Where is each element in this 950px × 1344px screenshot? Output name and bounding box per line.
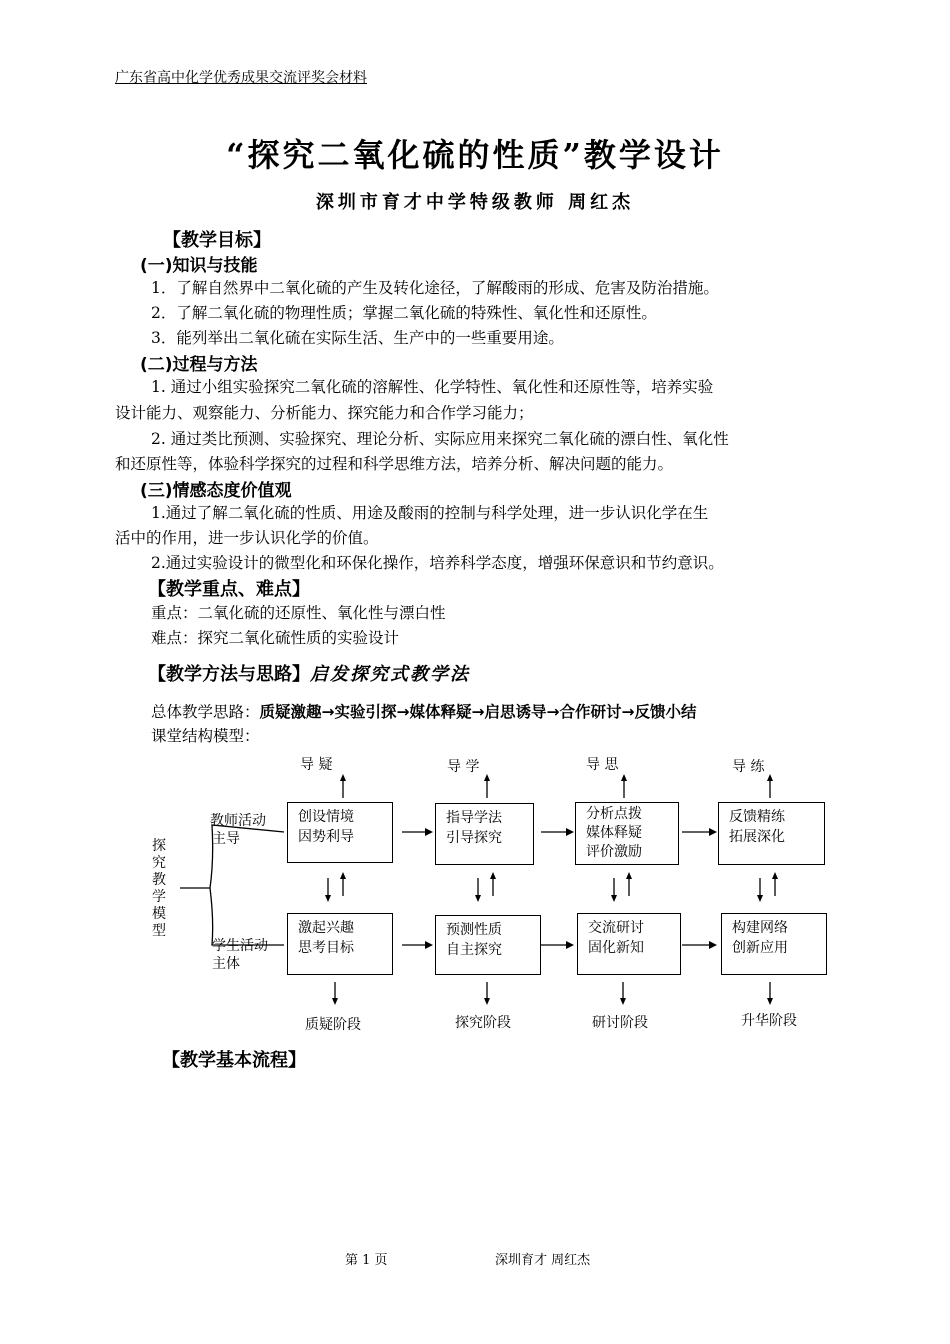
footer-page-number: 第 1 页 <box>345 1253 388 1268</box>
process-method-heading: (二)过程与方法 <box>140 355 258 375</box>
teacher-box-4 <box>718 802 825 865</box>
process-item-2-line1: 2. 通过类比预测、实验探究、理论分析、实际应用来探究二氧化硫的漂白性、氧化性 <box>151 430 729 448</box>
box-line: 媒体释疑 <box>586 825 642 841</box>
box-line: 反馈精练 <box>729 809 785 825</box>
student-subject-label: 主体 <box>212 956 240 972</box>
knowledge-item-1: 1．了解自然界中二氧化硫的产生及转化途径，了解酸雨的形成、危害及防治措施。 <box>151 279 719 297</box>
box-line: 拓展深化 <box>729 829 785 845</box>
box-line: 分析点拨 <box>586 806 642 822</box>
attitude-values-heading: (三)情感态度价值观 <box>140 481 292 501</box>
key-points-heading: 【教学重点、难点】 <box>148 579 310 600</box>
top-label-guide-practice: 导 练 <box>732 759 765 775</box>
model-label: 课堂结构模型： <box>151 727 260 745</box>
student-box-2 <box>435 915 541 975</box>
student-box-3 <box>577 913 681 975</box>
box-line: 思考目标 <box>298 940 354 956</box>
box-line: 因势利导 <box>298 829 354 845</box>
stage-label-question: 质疑阶段 <box>305 1017 361 1033</box>
stage-label-explore: 探究阶段 <box>455 1015 511 1031</box>
box-line: 创新应用 <box>732 940 788 956</box>
objectives-heading: 【教学目标】 <box>163 230 271 251</box>
knowledge-skills-heading: (一)知识与技能 <box>140 256 258 276</box>
top-label-guide-doubt: 导 疑 <box>300 757 333 773</box>
teacher-box-3 <box>575 802 679 865</box>
box-line: 交流研讨 <box>588 920 644 936</box>
box-line: 预测性质 <box>446 922 502 938</box>
attitude-item-1-line1: 1.通过了解二氧化硫的性质、用途及酸雨的控制与科学处理，进一步认识化学在生 <box>151 504 709 522</box>
overall-steps: 质疑激趣→实验引探→媒体释疑→启思诱导→合作研讨→反馈小结 <box>259 703 697 721</box>
process-item-1-line1: 1. 通过小组实验探究二氧化硫的溶解性、化学特性、氧化性和还原性等，培养实验 <box>151 378 714 396</box>
teacher-box-2 <box>435 803 534 865</box>
attitude-item-1-line2: 活中的作用，进一步认识化学的价值。 <box>115 529 379 547</box>
method-name: 启发探究式教学法 <box>310 664 470 685</box>
box-line: 引导探究 <box>446 830 502 846</box>
student-box-1 <box>287 913 393 975</box>
basic-flow-heading: 【教学基本流程】 <box>162 1050 306 1071</box>
top-label-guide-think: 导 思 <box>586 757 619 773</box>
box-line: 指导学法 <box>446 810 502 826</box>
box-line: 构建网络 <box>732 920 788 936</box>
box-line: 固化新知 <box>588 940 644 956</box>
document-header: 广东省高中化学优秀成果交流评奖会材料 <box>115 70 367 86</box>
box-line: 激起兴趣 <box>298 920 354 936</box>
student-box-4 <box>721 913 827 975</box>
top-label-guide-study: 导 学 <box>447 759 480 775</box>
attitude-item-2: 2.通过实验设计的微型化和环保化操作，培养科学态度，增强环保意识和节约意识。 <box>151 554 724 572</box>
knowledge-item-3: 3．能列举出二氧化硫在实际生活、生产中的一些重要用途。 <box>151 329 564 347</box>
box-line: 评价激励 <box>586 844 642 860</box>
document-subtitle: 深圳市育才中学特级教师 周红杰 <box>315 192 635 213</box>
stage-label-elevate: 升华阶段 <box>741 1013 797 1029</box>
model-vertical-label: 探究教学模型 <box>152 838 166 939</box>
box-line: 自主探究 <box>446 942 502 958</box>
knowledge-item-2: 2．了解二氧化硫的物理性质；掌握二氧化硫的特殊性、氧化性和还原性。 <box>151 304 657 322</box>
difficulty-text: 难点：探究二氧化硫性质的实验设计 <box>151 629 400 647</box>
method-heading: 【教学方法与思路】 <box>148 664 310 685</box>
teacher-leading-label: 主导 <box>212 831 240 847</box>
footer-author: 深圳育才 周红杰 <box>495 1253 591 1268</box>
stage-label-discuss: 研讨阶段 <box>592 1015 648 1031</box>
process-item-1-line2: 设计能力、观察能力、分析能力、探究能力和合作学习能力； <box>115 404 534 422</box>
teacher-activity-label: 教师活动 <box>210 813 266 829</box>
process-item-2-line2: 和还原性等，体验科学探究的过程和科学思维方法，培养分析、解决问题的能力。 <box>115 455 674 473</box>
overall-prefix: 总体教学思路： <box>151 703 260 721</box>
box-line: 创设情境 <box>298 809 354 825</box>
key-point-text: 重点：二氧化硫的还原性、氧化性与漂白性 <box>151 604 446 622</box>
student-activity-label: 学生活动 <box>212 938 268 954</box>
teacher-box-1 <box>287 802 393 863</box>
document-title: “探究二氧化硫的性质”教学设计 <box>226 136 724 174</box>
